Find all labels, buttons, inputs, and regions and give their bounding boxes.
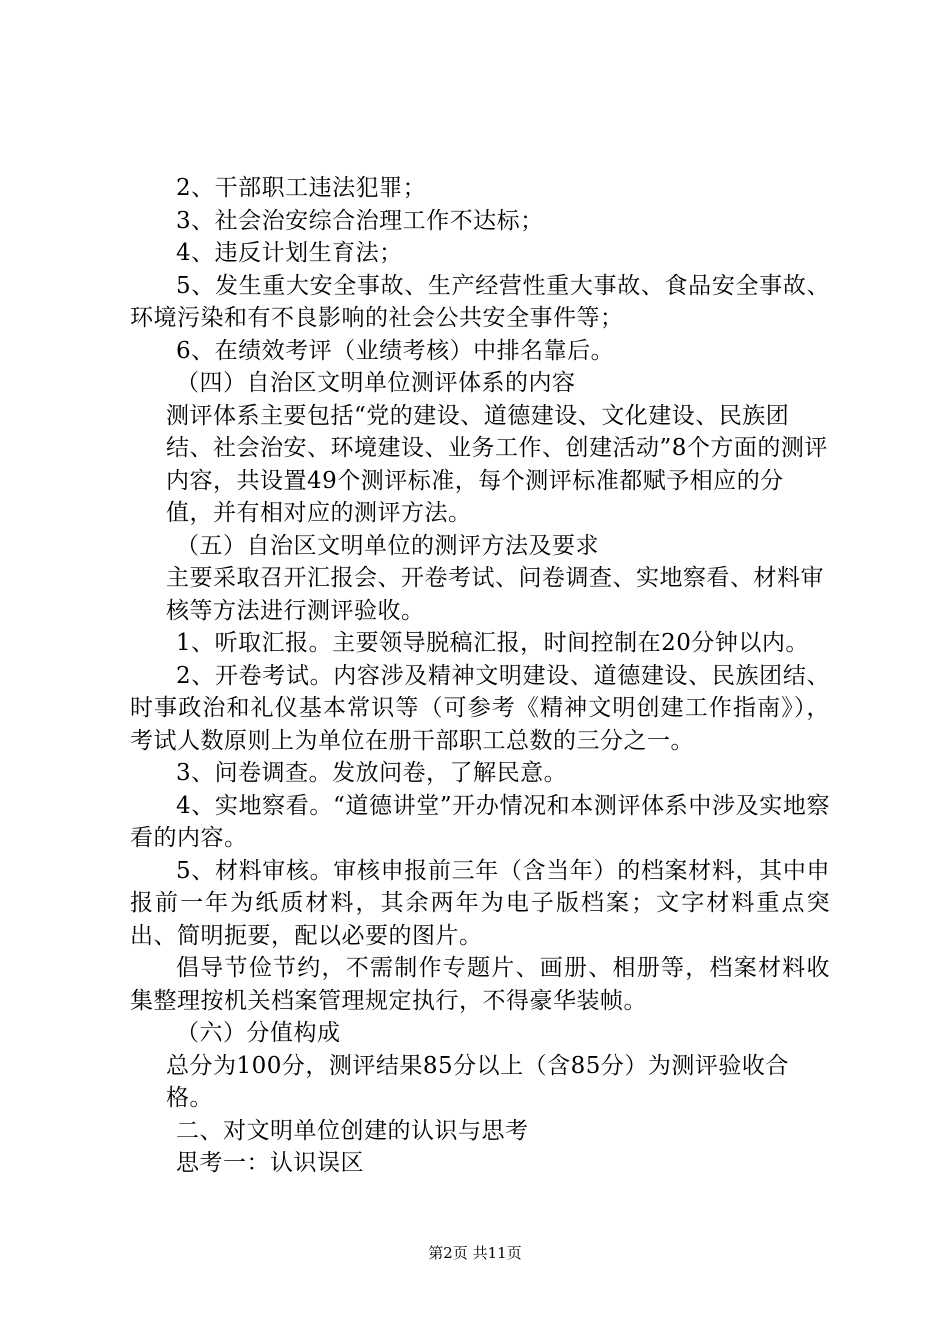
section-heading-6: （六）分值构成 (176, 1020, 341, 1046)
list-item: 4、违反计划生育法； (176, 240, 403, 266)
page-number-footer: 第2页 共11页 (428, 1244, 522, 1262)
method-item: 4、实地察看。“道德讲堂”开办情况和本测评体系中涉及实地察看的内容。 (130, 792, 830, 851)
list-item: 2、干部职工违法犯罪； (176, 175, 427, 201)
method-item: 3、问卷调查。发放问卷，了解民意。 (176, 760, 568, 786)
thrift-note: 倡导节俭节约，不需制作专题片、画册、相册等，档案材料收集整理按机关档案管理规定执行，不得豪华装帧。 (130, 955, 830, 1014)
list-item: 3、社会治安综合治理工作不达标； (176, 207, 544, 234)
document-body (130, 172, 830, 1180)
method-item: 1、听取汇报。主要领导脱稿汇报，时间控制在20分钟以内。 (176, 630, 809, 656)
list-item: 6、在绩效考评（业绩考核）中排名靠后。 (176, 337, 615, 364)
method-item: 5、材料审核。审核申报前三年（含当年）的档案材料，其中申报前一年为纸质材料，其余两年为电子版档案；文字材料重点突出、简明扼要，配以必要的图片。 (130, 857, 830, 949)
section-heading-4: （四）自治区文明单位测评体系的内容 (176, 370, 576, 396)
section-5-intro: 主要采取召开汇报会、开卷考试、问卷调查、实地察看、材料审核等方法进行测评验收。 (166, 565, 824, 624)
method-item: 2、开卷考试。内容涉及精神文明建设、道德建设、民族团结、时事政治和礼仪基本常识等（可参考《精神文明创建工作指南》），考试人数原则上为单位在册干部职工总数的三分之一。 (130, 662, 830, 754)
section-heading-5: （五）自治区文明单位的测评方法及要求 (176, 532, 599, 559)
section-4-paragraph: 测评体系主要包括“党的建设、道德建设、文化建设、民族团结、社会治安、环境建设、业务工作、创建活动”8个方面的测评内容，共设置49个测评标准，每个测评标准都赋予相应的分值，并有相对应的测评方法。 (166, 402, 828, 526)
section-6-paragraph: 总分为100分，测评结果85分以上（含85分）为测评验收合格。 (166, 1052, 789, 1111)
thought-1-heading: 思考一：认识误区 (176, 1150, 364, 1176)
part-2-heading: 二、对文明单位创建的认识与思考 (176, 1117, 529, 1144)
list-item: 5、发生重大安全事故、生产经营性重大事故、食品安全事故、环境污染和有不良影响的社会公共安全事件等； (130, 272, 830, 331)
